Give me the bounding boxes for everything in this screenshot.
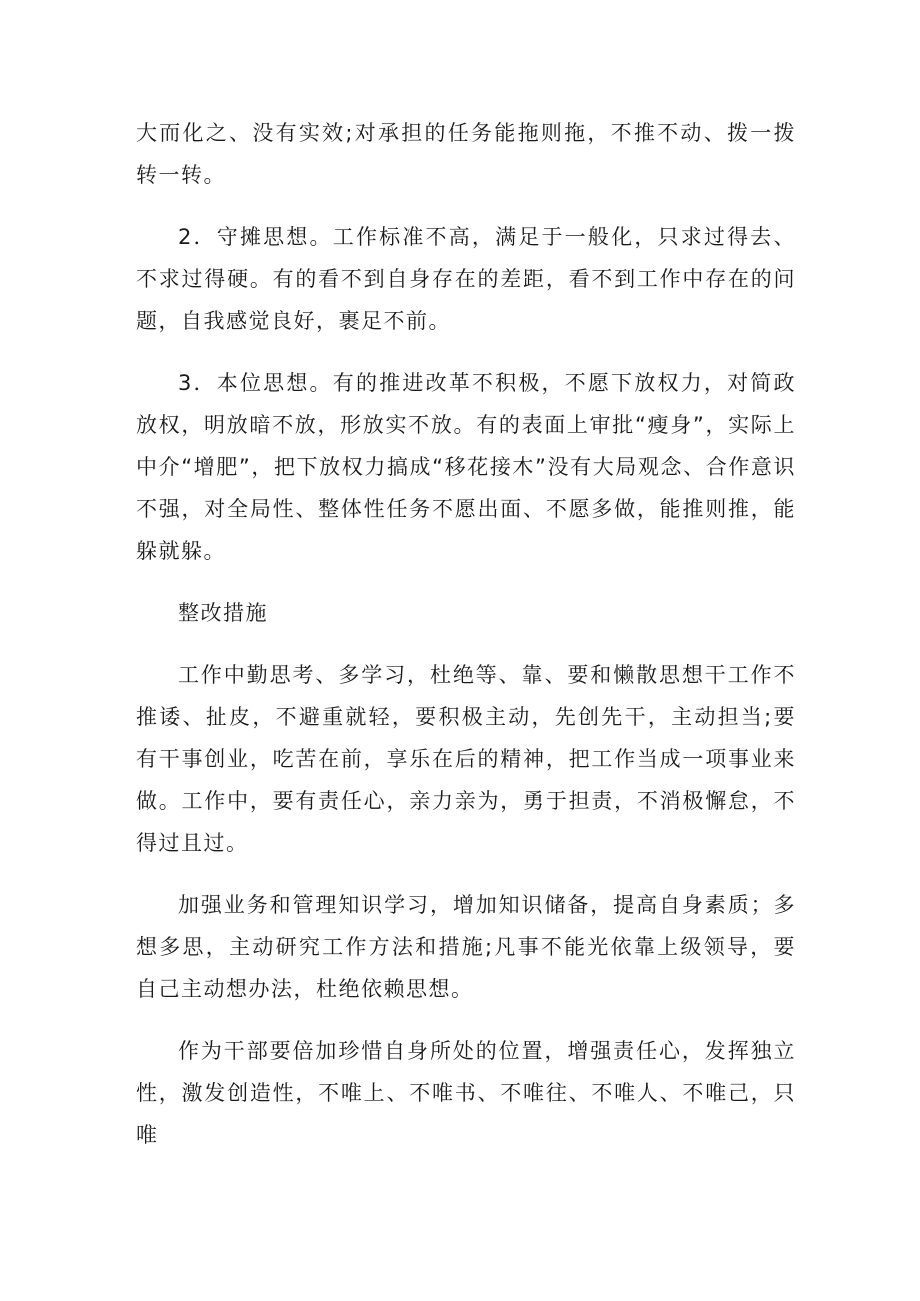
paragraph-item-3: 3．本位思想。有的推进改革不积极，不愿下放权力，对简政放权，明放暗不放，形放实不放。有的表面上审批“瘦身”，实际上中介“增肥”，把下放权力搞成“移花接木”没有大局观念、合作意识不强，对全局性、整体性任务不愿出面、不愿多做，能推则推，能躲就躲。 — [136, 371, 796, 563]
paragraph-measure-2: 加强业务和管理知识学习，增加知识储备，提高自身素质；多想多思，主动研究工作方法和措施;凡事不能光依靠上级领导，要自己主动想办法，杜绝依赖思想。 — [136, 893, 796, 1001]
paragraph-measure-3: 作为干部要倍加珍惜自身所处的位置，增强责任心，发挥独立性，激发创造性，不唯上、不唯书、不唯往、不唯人、不唯己，只唯 — [136, 1039, 796, 1147]
section-heading: 整改措施 — [178, 601, 268, 625]
paragraph-item-2: 2．守摊思想。工作标准不高，满足于一般化，只求过得去、不求过得硬。有的看不到自身存在的差距，看不到工作中存在的问题，自我感觉良好，裹足不前。 — [136, 225, 796, 333]
paragraph-measure-1: 工作中勤思考、多学习，杜绝等、靠、要和懒散思想干工作不推诿、扯皮，不避重就轻，要积极主动，先创先干，主动担当;要有干事创业，吃苦在前，享乐在后的精神，把工作当成一项事业来做。工作中，要有责任心，亲力亲为，勇于担责，不消极懈怠，不得过且过。 — [136, 663, 796, 855]
paragraph-continuation: 大而化之、没有实效;对承担的任务能拖则拖，不推不动、拨一拨转一转。 — [136, 121, 796, 187]
document-body — [136, 112, 796, 1176]
